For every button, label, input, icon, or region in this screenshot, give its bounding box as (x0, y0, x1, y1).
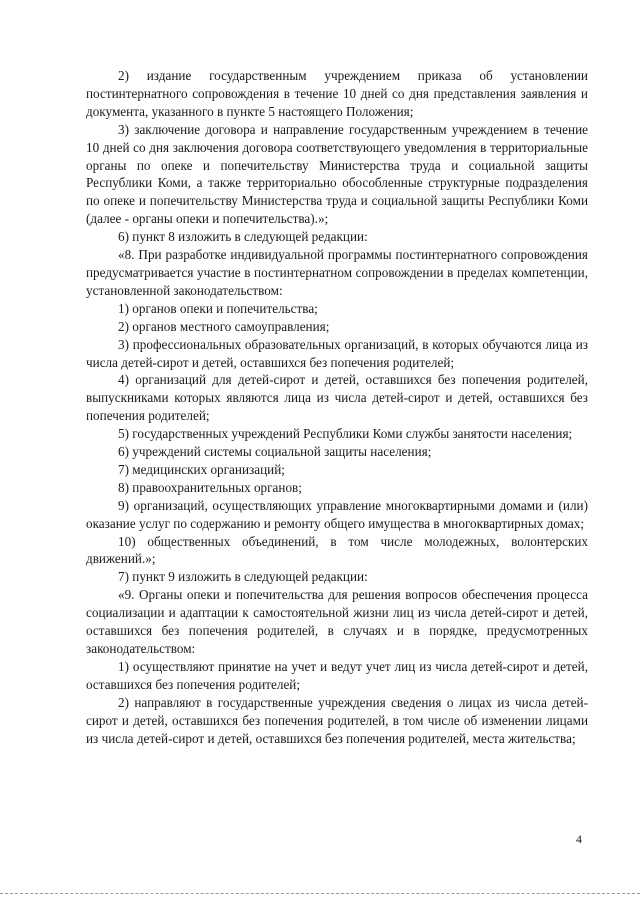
paragraph: 7) медицинских организаций; (118, 461, 285, 477)
paragraph: 2) органов местного самоуправления; (118, 318, 330, 334)
paragraph: 10) общественных объединений, в том числе молодежных, волонтерских движений.»; (86, 533, 588, 567)
paragraph: «8. При разработке индивидуальной программы постинтернатного сопровождения предусматривается участие в постинтернатном сопровождении в пределах компетенции, установленной законодательством: (86, 247, 588, 298)
document-body (86, 67, 588, 747)
paragraph: «9. Органы опеки и попечительства для решения вопросов обеспечения процесса социализации и адаптации к самостоятельной жизни лиц из числа детей-сирот и детей, оставшихся без попечения родителей, в случаях и в порядке, предусмотренных законодательством: (86, 587, 588, 656)
page-number: 4 (576, 832, 582, 846)
paragraph: 5) государственных учреждений Республики Коми службы занятости населения; (118, 426, 573, 442)
paragraph: 3) заключение договора и направление государственным учреждением в течение 10 дней со дня заключения договора соответствующего уведомления в территориальные органы по опеке и попечительству Министерства труда и социальной защиты Республики Коми, а также территориально обособленные структурные подразделения по опеке и попечительству Министерства труда и социальной защиты Республики Коми (далее - органы опеки и попечительства).»; (86, 121, 588, 227)
paragraph: 1) осуществляют принятие на учет и ведут учет лиц из числа детей-сирот и детей, оставшихся без попечения родителей; (86, 658, 588, 692)
paragraph: 6) учреждений системы социальной защиты населения; (118, 444, 432, 460)
paragraph: 2) направляют в государственные учреждения сведения о лицах из числа детей-сирот и детей, оставшихся без попечения родителей, в том числе об изменении лицами из числа детей-сирот и детей, оставшихся без попечения родителей, места жительства; (86, 694, 588, 746)
page-bottom-rule (0, 893, 640, 894)
paragraph: 3) профессиональных образовательных организаций, в которых обучаются лица из числа детей-сирот и детей, оставшихся без попечения родителей; (86, 336, 588, 370)
paragraph: 4) организаций для детей-сирот и детей, оставшихся без попечения родителей, выпускниками которых являются лица из числа детей-сирот и детей, оставшихся без попечения родителей; (86, 372, 588, 424)
paragraph: 8) правоохранительных органов; (118, 479, 302, 495)
paragraph: 6) пункт 8 изложить в следующей редакции: (118, 229, 368, 245)
paragraph: 7) пункт 9 изложить в следующей редакции: (118, 569, 368, 585)
paragraph: 2) издание государственным учреждением приказа об установлении постинтернатного сопровождения в течение 10 дней со дня представления заявления и документа, указанного в пункте 5 настоящего Положения; (86, 68, 588, 119)
paragraph: 1) органов опеки и попечительства; (118, 300, 318, 316)
paragraph: 9) организаций, осуществляющих управление многоквартирными домами и (или) оказание услуг по содержанию и ремонту общего имущества в многоквартирных домах; (86, 497, 588, 531)
